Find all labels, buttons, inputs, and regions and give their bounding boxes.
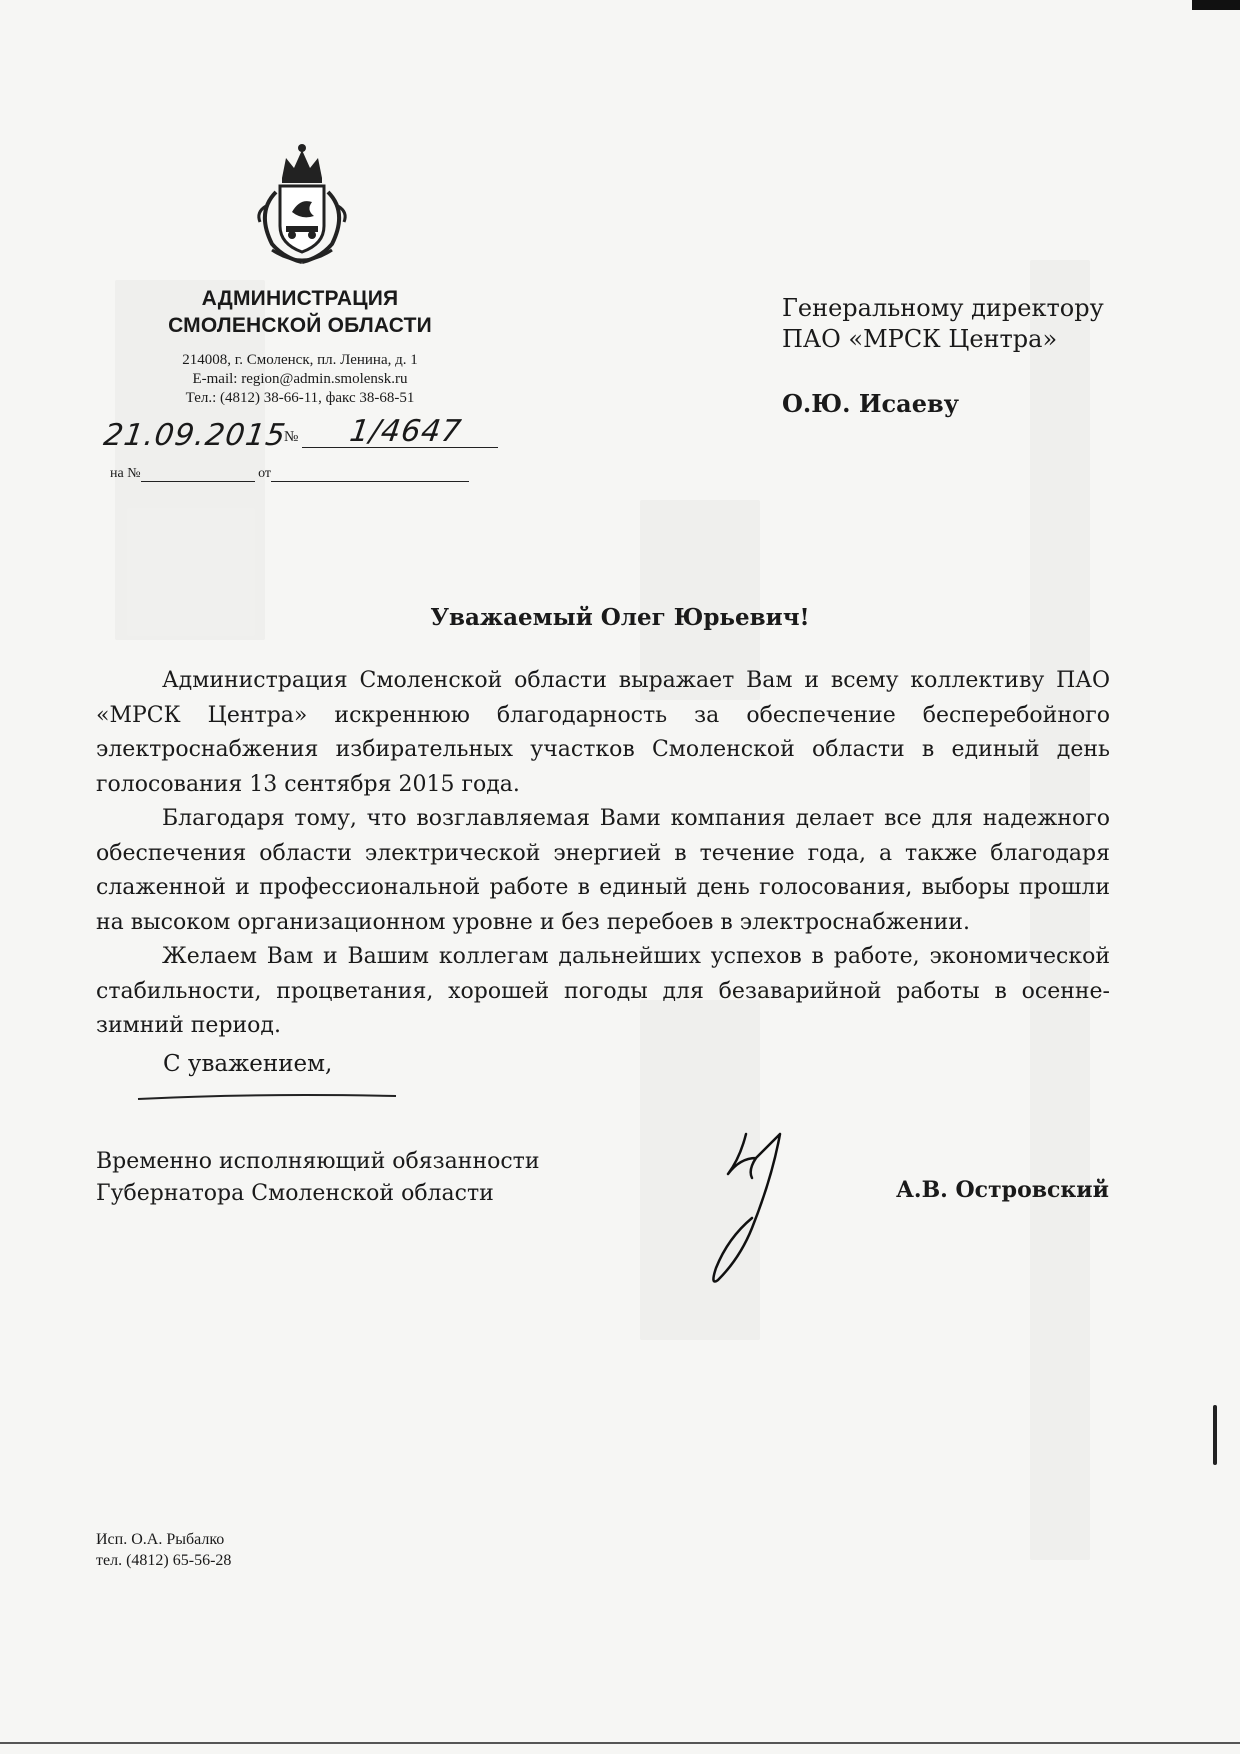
org-address: 214008, г. Смоленск, пл. Ленина, д. 1: [182, 352, 418, 368]
org-email: E-mail: region@admin.smolensk.ru: [192, 371, 408, 387]
body-paragraph-3: Желаем Вам и Вашим коллегам дальнейших успехов в работе, экономической стабильности, процветания, хорошей погоды для безаварийной работы в осенне-зимний период.: [96, 944, 1110, 1038]
closing-phrase: С уважением,: [163, 1051, 333, 1077]
outgoing-registration: [100, 414, 500, 454]
executor-phone: тел. (4812) 65-56-28: [96, 1552, 232, 1569]
coat-of-arms-emblem: [242, 140, 362, 270]
ref-from-label: от: [258, 466, 272, 481]
org-name-line2: СМОЛЕНСКОЙ ОБЛАСТИ: [168, 314, 432, 337]
letter-body: [96, 664, 1110, 1044]
addressee-name: О.Ю. Исаеву: [782, 389, 960, 418]
body-paragraph-2: Благодаря тому, что возглавляемая Вами компания делает все для надежного обеспечения области электрической энергией в течение года, а также благодаря слаженной и профессиональной работе в единый день голосования, выборы прошли на высоком организационном уровне и без перебоев в электроснабжении.: [96, 806, 1110, 935]
addressee-position: Генеральному директору: [782, 294, 1104, 322]
scan-bottom-edge: [0, 1742, 1240, 1744]
signer-name: А.В. Островский: [896, 1177, 1109, 1203]
number-sign: №: [284, 429, 299, 445]
greeting: Уважаемый Олег Юрьевич!: [430, 604, 810, 631]
executor-name: Исп. О.А. Рыбалко: [96, 1531, 225, 1548]
scan-margin-mark: [1213, 1405, 1217, 1465]
outgoing-number: 1/4647: [347, 414, 465, 449]
handwritten-signature: [680, 1118, 860, 1298]
signer-title-line2: Губернатора Смоленской области: [96, 1181, 494, 1206]
body-paragraph-1: Администрация Смоленской области выражает Вам и всему коллективу ПАО «МРСК Центра» искреннюю благодарность за обеспечение бесперебойного электроснабжения избирательных участков Смоленской области в единый день голосования 13 сентября 2015 года.: [96, 668, 1110, 797]
ref-prefix: на №: [110, 466, 141, 481]
signer-title-line1: Временно исполняющий обязанности: [96, 1149, 540, 1174]
addressee-company: ПАО «МРСК Центра»: [782, 325, 1058, 353]
org-name-line1: АДМИНИСТРАЦИЯ: [201, 287, 399, 310]
ref-date-blank: [271, 469, 469, 482]
closing-underline: [136, 1093, 398, 1101]
reference-row: [110, 466, 469, 482]
org-phone: Тел.: (4812) 38-66-11, факс 38-68-51: [185, 390, 415, 406]
outgoing-date: 21.09.2015: [101, 418, 289, 453]
ref-number-blank: [141, 469, 255, 482]
scan-corner-mark: [1192, 0, 1240, 10]
